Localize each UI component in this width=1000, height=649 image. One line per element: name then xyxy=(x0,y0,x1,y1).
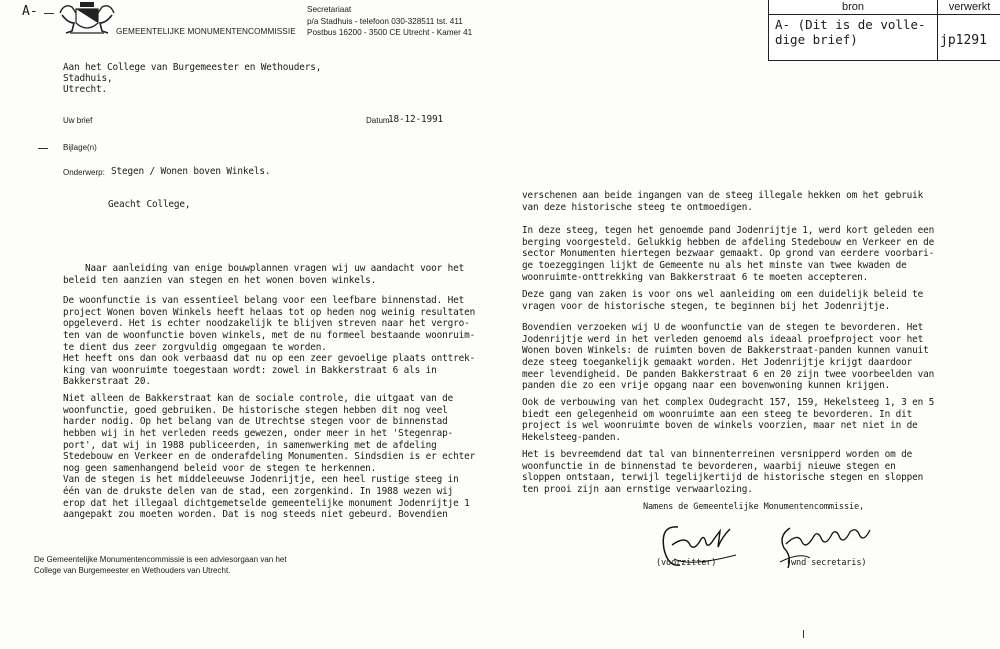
org-name: GEMEENTELIJKE MONUMENTENCOMMISSIE xyxy=(116,27,296,36)
left-paragraph-1: Naar aanleiding van enige bouwplannen vragen wij uw aandacht voor het beleid ten aanzien van stegen en het wonen boven winkels. xyxy=(63,263,465,286)
signature-role-secretary: (wnd secretaris) xyxy=(786,558,867,568)
left-paragraph-2: De woonfunctie is van essentieel belang voor een leefbare binnenstad. Het project Wonen boven Winkels heeft helaas tot op heden nog weinig resultaten opgeleverd. Het is echter noodzakelijk te blijven streven naar het vergro- ten van de woonfunctie boven winkels, met de nu formeel bestaande woonruim- te dient dus zeer zorgvuldig omgegaan te worden. Het heeft ons dan ook verbaasd dat nu op een zeer gevoelige plaats onttrek- king van woonruimte toegestaan wordt: zowel in Bakkerstraat 6 als in Bakkerstraat 20. xyxy=(63,295,476,388)
stamp-header-source: bron xyxy=(769,0,938,15)
fold-mark xyxy=(38,148,48,149)
right-paragraph-1: verschenen aan beide ingangen van de steeg illegale hekken om het gebruik van deze historische steeg te ontmoedigen. xyxy=(522,190,924,213)
stamp-source-line2: dige brief) xyxy=(775,32,858,47)
datum-label: Datum xyxy=(366,116,390,125)
scan-mark xyxy=(803,630,804,638)
onderwerp-value: Stegen / Wonen boven Winkels. xyxy=(111,166,271,177)
footer-line2: College van Burgemeester en Wethouders van Utrecht. xyxy=(34,566,231,575)
stamp-reference: jp1291 xyxy=(940,33,987,48)
address-line1: p/a Stadhuis - telefoon 030-328511 tst. 411 xyxy=(307,17,463,26)
right-paragraph-4: Bovendien verzoeken wij U de woonfunctie van de stegen te bevorderen. Het Jodenrijtje werd in het verleden genoemd als ideaal proefproject voor het Wonen boven Winkels: de ruimten boven de Bakkerstraat-panden kunnen vanuit deze steeg toegankelijk gemaakt worden. Het Jodenrijtje krijgt daardoor meer levendigheid. De panden Bakkerstraat 6 en 20 zijn twee voorbeelden van panden die zo een vrije opgang naar een bovenwoning kunnen krijgen. xyxy=(522,322,935,392)
footer-line1: De Gemeentelijke Monumentencommissie is een adviesorgaan van het xyxy=(34,555,287,564)
right-paragraph-3: Deze gang van zaken is voor ons wel aanleiding om een duidelijk beleid te vragen voor de historische stegen, te beginnen bij het Jodenrijtje. xyxy=(522,289,924,312)
crest-icon xyxy=(58,1,116,37)
secretariat-label: Secretariaat xyxy=(307,5,352,14)
stamp-source-line1: A- (Dit is de volle- xyxy=(775,17,926,32)
signature-role-chairman: (voorzitter) xyxy=(656,558,717,568)
margin-mark: A- xyxy=(22,4,38,19)
margin-dash-top xyxy=(44,13,54,14)
uw-brief-label: Uw brief xyxy=(63,116,93,125)
right-paragraph-6: Het is bevreemdend dat tal van binnenterreinen versnipperd worden om de woonfunctie in de binnenstad te bevorderen, waarbij nieuwe stegen en sloppen ontstaan, terwijl tegelijkertijd de historische stegen en sloppen ten prooi zijn aan ernstige verwaarlozing. xyxy=(522,449,924,495)
recipient-line1: Aan het College van Burgemeester en Wethouders, xyxy=(63,62,322,73)
datum-value: 18-12-1991 xyxy=(388,114,443,125)
address-line2: Postbus 16200 - 3500 CE Utrecht - Kamer 41 xyxy=(307,28,473,37)
recipient-line2: Stadhuis, xyxy=(63,73,113,84)
signature-on-behalf: Namens de Gemeentelijke Monumentencommissie, xyxy=(643,502,865,512)
archive-stamp xyxy=(768,0,1000,61)
bijlagen-label: Bijlage(n) xyxy=(63,143,97,152)
onderwerp-label: Onderwerp: xyxy=(63,168,105,177)
right-paragraph-2: In deze steeg, tegen het genoemde pand Jodenrijtje 1, werd kort geleden een berging voorgesteld. Gelukkig hebben de afdeling Stedebouw en Verkeer en de sector Monumenten hiertegen bezwaar gemaakt. Op grond van eerdere voorbari- ge toezeggingen lijkt de Gemeente nu als het minste van twee kwaden de woonruimte-onttrekking van Bakkerstraat 6 te moeten accepteren. xyxy=(522,225,935,283)
salutation: Geacht College, xyxy=(108,199,191,210)
recipient-line3: Utrecht. xyxy=(63,84,107,95)
left-paragraph-3: Niet alleen de Bakkerstraat kan de sociale controle, die uitgaat van de woonfunctie, goed gebruiken. De historische stegen hebben dit nog veel harder nodig. Op het belang van de Utrechtse stegen voor de binnenstad hebben wij in het verleden reeds gewezen, onder meer in het 'Stegenrap- port', dat wij in 1988 publiceerden, in samenwerking met de afdeling Stedebouw en Verkeer en de onderafdeling Monumenten. Sindsdien is er echter nog geen samenhangend beleid voor de stegen te herkennen. Van de stegen is het middeleeuwse Jodenrijtje, een heel rustige steeg in één van de drukste delen van de stad, een zorgenkind. In 1988 wezen wij erop dat het illegaal dichtgemetselde gemeentelijke monument Jodenrijtje 1 aangepakt zou moeten worden. Dat is nog steeds niet gebeurd. Bovendien xyxy=(63,393,476,521)
stamp-header-processed: verwerkt xyxy=(938,0,1000,15)
right-paragraph-5: Ook de verbouwing van het complex Oudegracht 157, 159, Hekelsteeg 1, 3 en 5 biedt een gelegenheid om woonruimte aan een steeg te bevorderen. In dit project is wel woonruimte boven de winkels voorzien, maar net niet in de Hekelsteeg-panden. xyxy=(522,397,935,443)
stamp-divider xyxy=(937,14,938,60)
